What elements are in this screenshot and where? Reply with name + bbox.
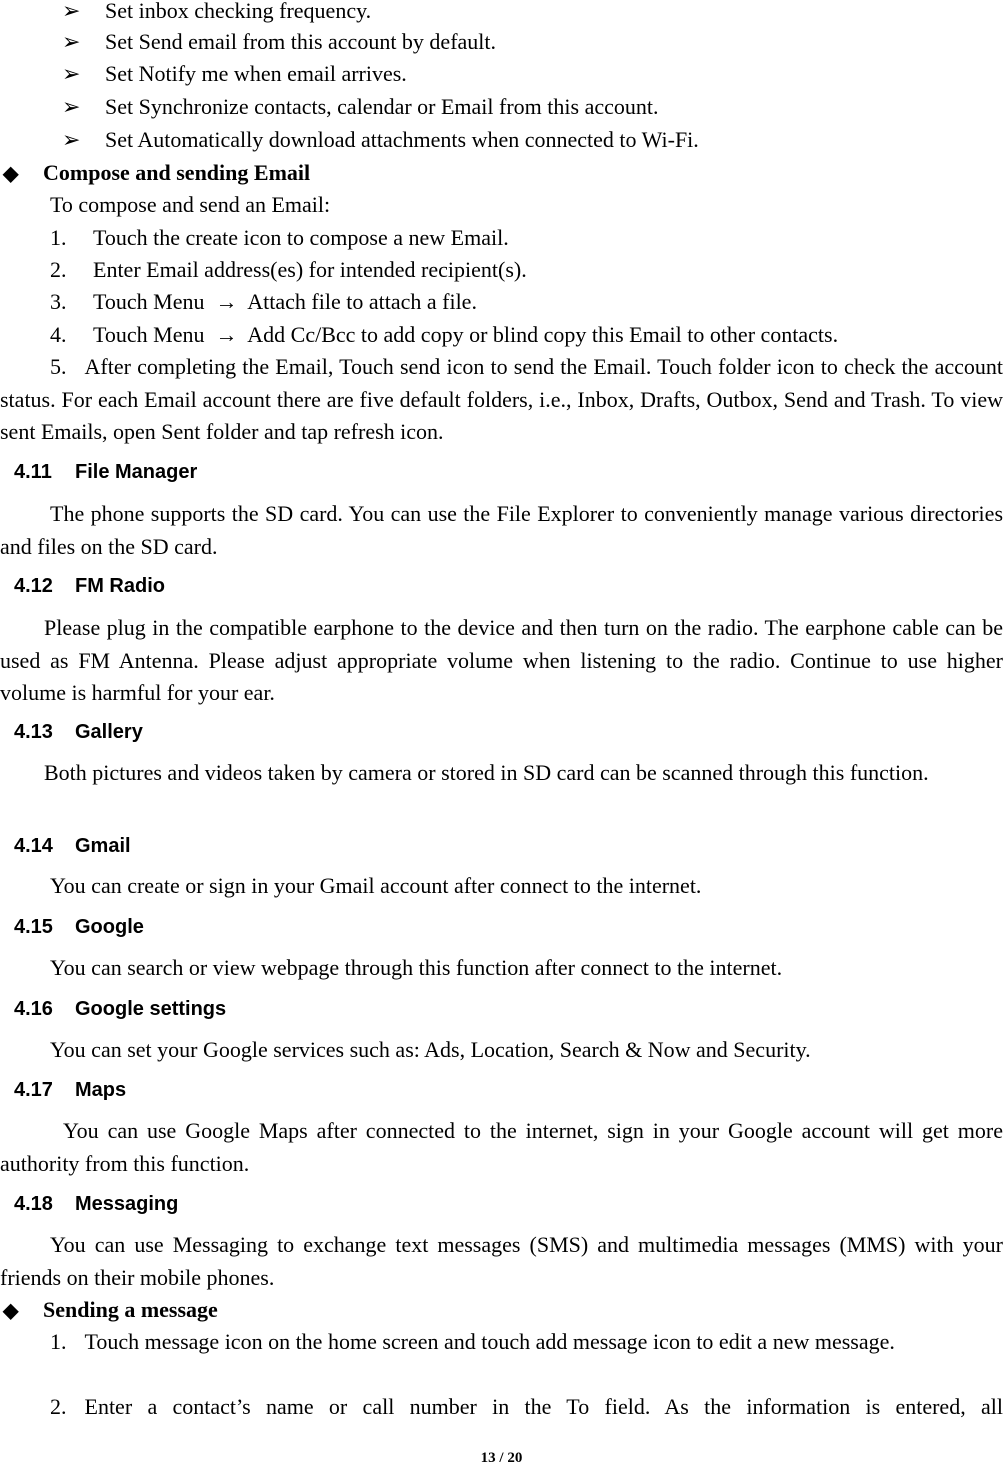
section-body: You can search or view webpage through this function after connect to the internet. bbox=[50, 955, 783, 980]
subheading-compose: ◆ Compose and sending Email bbox=[0, 157, 310, 190]
compose-step: 5. After completing the Email, Touch send icon to send the Email. Touch folder icon to check the account status. For each Email account there are five default folders, i.e., Inbox, Drafts, Outbox, Send and Trash. To view sent Emails, open Sent folder and tap refresh icon. bbox=[0, 354, 1003, 444]
section-body: The phone supports the SD card. You can use the File Explorer to conveniently manage various directories and files on the SD card. bbox=[0, 501, 1003, 559]
diamond-bullet-icon: ◆ bbox=[3, 163, 19, 185]
section-body: Both pictures and videos taken by camera or stored in SD card can be scanned through this function. bbox=[44, 760, 929, 785]
section-heading: 4.12 FM Radio bbox=[14, 575, 165, 597]
section-body: You can set your Google services such as: Ads, Location, Search & Now and Security. bbox=[50, 1037, 811, 1062]
section-body: Please plug in the compatible earphone to the device and then turn on the radio. The earphone cable can be used as FM Antenna. Please adjust appropriate volume when listening to the radio. Continue to use higher volume is harmful for your ear. bbox=[0, 615, 1003, 705]
section-heading: 4.13 Gallery bbox=[14, 721, 143, 743]
section-heading: 4.16 Google settings bbox=[14, 998, 227, 1020]
section-body: You can use Google Maps after connected to the internet, sign in your Google account will get more authority from this function. bbox=[0, 1118, 1003, 1176]
arrow-bullet-icon: ➢ bbox=[62, 29, 81, 54]
sending-step: 1. Touch message icon on the home screen and touch add message icon to edit a new message. bbox=[50, 1329, 895, 1354]
arrow-bullet-icon: ➢ bbox=[62, 61, 81, 86]
subheading-sending: ◆ Sending a message bbox=[0, 1294, 218, 1327]
section-heading: 4.18 Messaging bbox=[14, 1193, 179, 1215]
sending-step: 2. Enter a contact’s name or call number in the To field. As the information is entered, all bbox=[50, 1394, 1003, 1419]
section-heading: 4.17 Maps bbox=[14, 1079, 127, 1101]
page-number: 13 / 20 bbox=[480, 1450, 523, 1466]
arrow-bullet-icon: ➢ bbox=[62, 0, 81, 23]
arrow-bullet-icon: ➢ bbox=[62, 127, 81, 152]
diamond-bullet-icon: ◆ bbox=[3, 1300, 19, 1322]
arrow-bullet-icon: ➢ bbox=[62, 94, 81, 119]
section-heading: 4.15 Google bbox=[14, 916, 144, 938]
section-body: You can use Messaging to exchange text messages (SMS) and multimedia messages (MMS) with your friends on their mobile phones. bbox=[0, 1232, 1003, 1290]
section-heading: 4.14 Gmail bbox=[14, 835, 131, 857]
section-body: You can create or sign in your Gmail account after connect to the internet. bbox=[50, 873, 702, 898]
compose-intro: To compose and send an Email: bbox=[50, 192, 331, 217]
section-heading: 4.11 File Manager bbox=[14, 461, 198, 483]
